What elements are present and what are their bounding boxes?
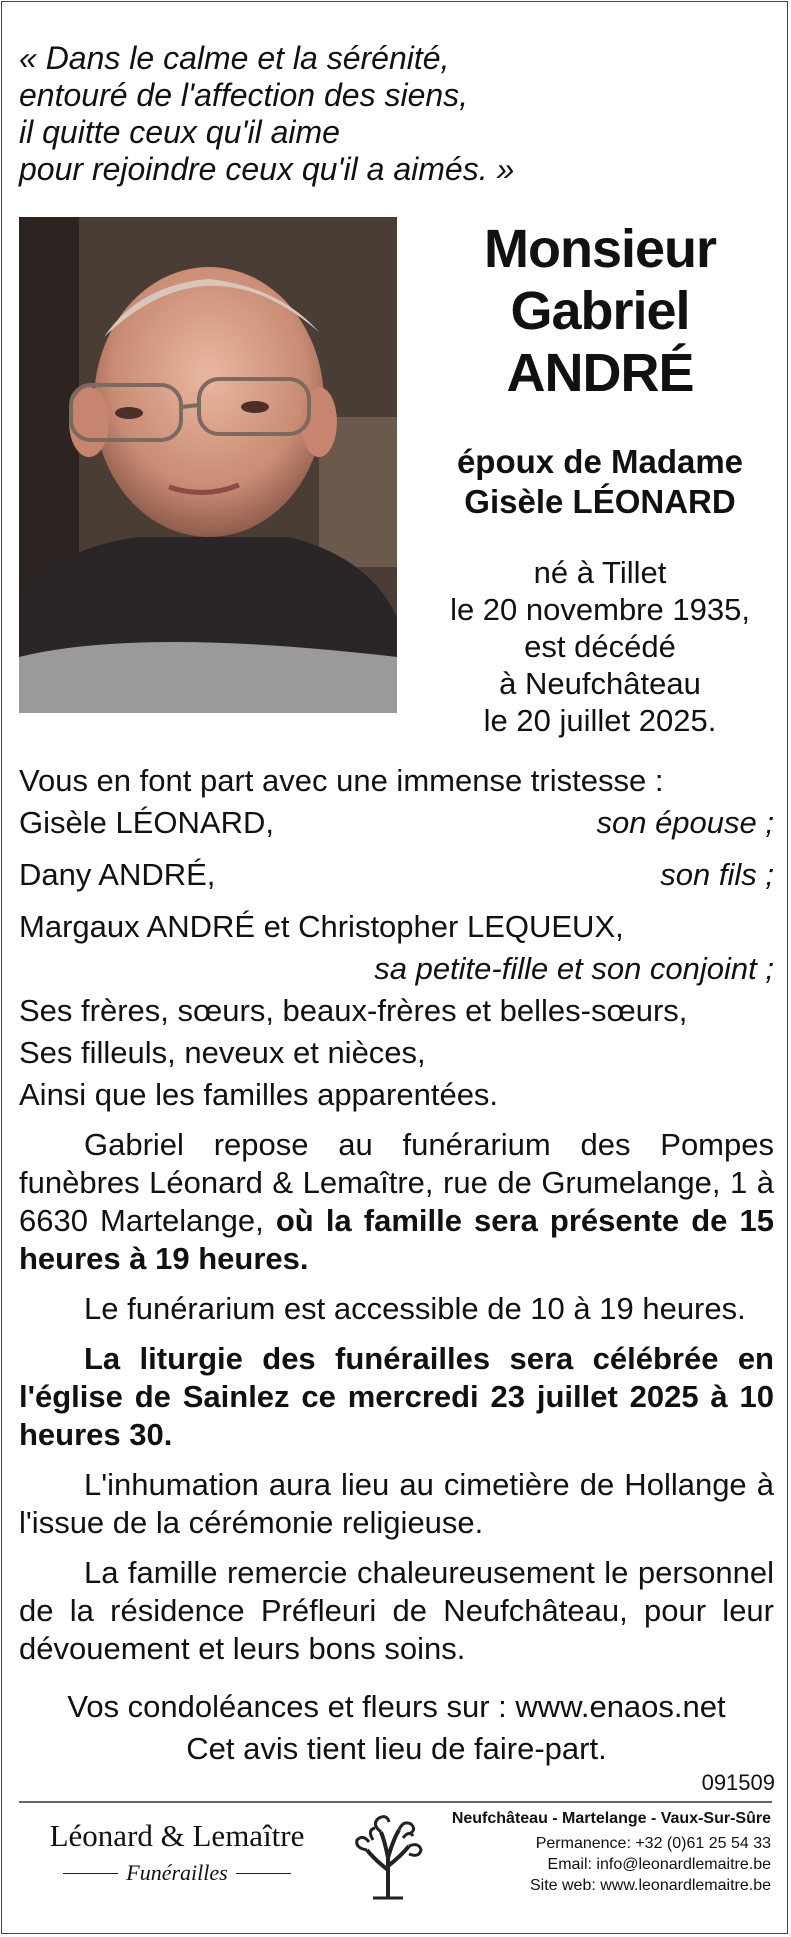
first-name: Gabriel <box>510 281 690 341</box>
quote-line: il quitte ceux qu'il aime <box>19 114 340 150</box>
website-line: Site web: www.leonardlemaitre.be <box>529 1877 771 1894</box>
quote-line: « Dans le calme et la sérénité, <box>19 40 450 76</box>
birth-death-info <box>430 554 770 739</box>
decorative-dash <box>236 1873 291 1874</box>
family-member-name: Dany ANDRÉ, <box>19 857 216 892</box>
burial-paragraph: L'inhumation aura lieu au cimetière de Hollange à l'issue de la cérémonie religieuse. <box>19 1467 774 1540</box>
birth-line: le 20 novembre 1935, <box>450 592 750 627</box>
birth-line: est décédé <box>524 629 676 664</box>
liturgy-paragraph: La liturgie des funérailles sera célébrée en l'église de Sainlez ce mercredi 23 juillet 2025 à 10 heures 30. <box>19 1341 774 1452</box>
family-presence-text: où la famille sera présente de 15 heures à 19 heures. <box>19 1203 774 1276</box>
quote-line: pour rejoindre ceux qu'il a aimés. » <box>19 151 515 187</box>
birth-line: né à Tillet <box>533 555 667 590</box>
footer-divider <box>19 1801 772 1803</box>
last-name: ANDRÉ <box>506 343 694 403</box>
portrait-photo <box>19 217 397 713</box>
family-member-relation: son fils ; <box>660 857 774 892</box>
notice-line: Cet avis tient lieu de faire-part. <box>186 1731 607 1766</box>
condolences-line: Vos condoléances et fleurs sur : www.enaos.net <box>67 1689 726 1724</box>
contact-info <box>452 1808 771 1896</box>
birth-line: le 20 juillet 2025. <box>483 703 717 738</box>
company-subtitle-text: Funérailles <box>126 1860 228 1885</box>
quote-line: entouré de l'affection des siens, <box>19 77 469 113</box>
spouse-line: époux de Madame <box>456 443 744 480</box>
family-member-row <box>19 856 774 894</box>
relatives-line: Ainsi que les familles apparentées. <box>19 1077 499 1112</box>
email-line: Email: info@leonardlemaitre.be <box>547 1856 771 1873</box>
branch-towns: Neufchâteau - Martelange - Vaux-Sur-Sûre <box>451 1810 771 1827</box>
decorative-dash <box>63 1873 118 1874</box>
company-name: Léonard & Lemaître <box>49 1818 305 1853</box>
funerarium-paragraph <box>19 1126 774 1278</box>
spouse-line: Gisèle LÉONARD <box>464 483 736 520</box>
relatives-line: Ses filleuls, neveux et nièces, <box>19 1035 426 1070</box>
family-member-name: Gisèle LÉONARD, <box>19 805 274 840</box>
honorific: Monsieur <box>483 219 717 279</box>
phone-line: Permanence: +32 (0)61 25 54 33 <box>535 1835 771 1852</box>
birth-line: à Neufchâteau <box>499 666 701 701</box>
funerarium-text: Gabriel repose au funérarium des Pompes funèbres Léonard & Lemaître, rue de Grumelange, 1 à 6630 Martelange, <box>19 1127 774 1238</box>
spouse-info <box>430 442 770 522</box>
reference-number: 091509 <box>701 1770 775 1795</box>
opening-hours-paragraph: Le funérarium est accessible de 10 à 19 heures. <box>84 1291 746 1326</box>
epigraph-quote <box>19 40 579 188</box>
announcement-body <box>19 762 774 1768</box>
tree-logo-icon <box>343 1810 433 1905</box>
family-member-relation: son épouse ; <box>596 805 774 840</box>
family-member-row <box>19 804 774 842</box>
thanks-paragraph: La famille remercie chaleureusement le personnel de la résidence Préfleuri de Neufchâteau, pour leur dévouement et leurs bons soins. <box>19 1555 774 1666</box>
announcement-intro: Vous en font part avec une immense tristesse : <box>19 763 664 798</box>
company-subtitle <box>32 1860 322 1886</box>
deceased-identity <box>430 218 770 739</box>
relatives-line: Ses frères, sœurs, beaux-frères et belles-sœurs, <box>19 993 688 1028</box>
family-member-relation: sa petite-fille et son conjoint ; <box>374 951 774 986</box>
family-member-name: Margaux ANDRÉ et Christopher LEQUEUX, <box>19 909 624 944</box>
